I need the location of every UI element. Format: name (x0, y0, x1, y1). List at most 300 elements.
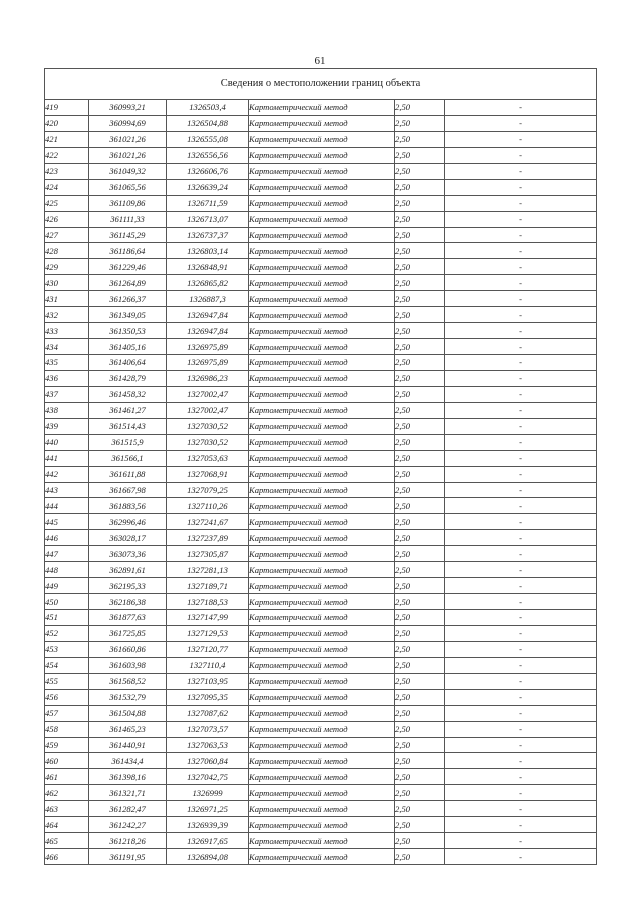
table-row (45, 705, 597, 721)
table-row (45, 115, 597, 131)
error-cell: 2,50 (395, 115, 445, 131)
table-row (45, 817, 597, 833)
table-row (45, 179, 597, 195)
y-coordinate-cell: 1326803,14 (167, 243, 249, 259)
table-row (45, 833, 597, 849)
method-cell: Картометрический метод (249, 721, 395, 737)
table-row (45, 578, 597, 594)
x-coordinate-cell: 361321,71 (89, 785, 167, 801)
table-row (45, 673, 597, 689)
point-number-cell: 423 (45, 163, 89, 179)
error-cell: 2,50 (395, 657, 445, 673)
method-cell: Картометрический метод (249, 849, 395, 865)
method-cell: Картометрический метод (249, 259, 395, 275)
method-cell: Картометрический метод (249, 466, 395, 482)
x-coordinate-cell: 361109,86 (89, 195, 167, 211)
method-cell: Картометрический метод (249, 211, 395, 227)
table-row (45, 195, 597, 211)
y-coordinate-cell: 1326887,3 (167, 291, 249, 307)
y-coordinate-cell: 1326848,91 (167, 259, 249, 275)
method-cell: Картометрический метод (249, 434, 395, 450)
method-cell: Картометрический метод (249, 370, 395, 386)
description-cell: - (445, 466, 597, 482)
error-cell: 2,50 (395, 355, 445, 371)
description-cell: - (445, 115, 597, 131)
description-cell: - (445, 562, 597, 578)
x-coordinate-cell: 361515,9 (89, 434, 167, 450)
table-row (45, 610, 597, 626)
table-row (45, 498, 597, 514)
error-cell: 2,50 (395, 147, 445, 163)
method-cell: Картометрический метод (249, 817, 395, 833)
x-coordinate-cell: 360994,69 (89, 115, 167, 131)
method-cell: Картометрический метод (249, 243, 395, 259)
y-coordinate-cell: 1327087,62 (167, 705, 249, 721)
x-coordinate-cell: 361458,32 (89, 386, 167, 402)
y-coordinate-cell: 1326737,37 (167, 227, 249, 243)
table-row (45, 211, 597, 227)
error-cell: 2,50 (395, 131, 445, 147)
error-cell: 2,50 (395, 163, 445, 179)
description-cell: - (445, 578, 597, 594)
method-cell: Картометрический метод (249, 657, 395, 673)
y-coordinate-cell: 1326975,89 (167, 339, 249, 355)
x-coordinate-cell: 361242,27 (89, 817, 167, 833)
x-coordinate-cell: 361611,88 (89, 466, 167, 482)
y-coordinate-cell: 1327060,84 (167, 753, 249, 769)
point-number-cell: 425 (45, 195, 89, 211)
method-cell: Картометрический метод (249, 386, 395, 402)
point-number-cell: 466 (45, 849, 89, 865)
method-cell: Картометрический метод (249, 498, 395, 514)
error-cell: 2,50 (395, 673, 445, 689)
x-coordinate-cell: 361514,43 (89, 418, 167, 434)
x-coordinate-cell: 362195,33 (89, 578, 167, 594)
y-coordinate-cell: 1327110,4 (167, 657, 249, 673)
point-number-cell: 454 (45, 657, 89, 673)
point-number-cell: 429 (45, 259, 89, 275)
point-number-cell: 420 (45, 115, 89, 131)
table-row (45, 147, 597, 163)
point-number-cell: 450 (45, 594, 89, 610)
description-cell: - (445, 211, 597, 227)
error-cell: 2,50 (395, 594, 445, 610)
y-coordinate-cell: 1327129,53 (167, 625, 249, 641)
point-number-cell: 446 (45, 530, 89, 546)
y-coordinate-cell: 1326711,59 (167, 195, 249, 211)
point-number-cell: 447 (45, 546, 89, 562)
y-coordinate-cell: 1326639,24 (167, 179, 249, 195)
method-cell: Картометрический метод (249, 737, 395, 753)
method-cell: Картометрический метод (249, 131, 395, 147)
point-number-cell: 430 (45, 275, 89, 291)
x-coordinate-cell: 361461,27 (89, 402, 167, 418)
x-coordinate-cell: 361145,29 (89, 227, 167, 243)
error-cell: 2,50 (395, 801, 445, 817)
description-cell: - (445, 641, 597, 657)
x-coordinate-cell: 361667,98 (89, 482, 167, 498)
x-coordinate-cell: 363073,36 (89, 546, 167, 562)
y-coordinate-cell: 1326971,25 (167, 801, 249, 817)
x-coordinate-cell: 361282,47 (89, 801, 167, 817)
y-coordinate-cell: 1327110,26 (167, 498, 249, 514)
point-number-cell: 452 (45, 625, 89, 641)
point-number-cell: 432 (45, 307, 89, 323)
y-coordinate-cell: 1327063,53 (167, 737, 249, 753)
point-number-cell: 426 (45, 211, 89, 227)
description-cell: - (445, 147, 597, 163)
method-cell: Картометрический метод (249, 275, 395, 291)
description-cell: - (445, 753, 597, 769)
y-coordinate-cell: 1327002,47 (167, 402, 249, 418)
point-number-cell: 455 (45, 673, 89, 689)
description-cell: - (445, 275, 597, 291)
x-coordinate-cell: 361111,33 (89, 211, 167, 227)
error-cell: 2,50 (395, 530, 445, 546)
method-cell: Картометрический метод (249, 753, 395, 769)
point-number-cell: 442 (45, 466, 89, 482)
error-cell: 2,50 (395, 339, 445, 355)
description-cell: - (445, 307, 597, 323)
x-coordinate-cell: 361349,05 (89, 307, 167, 323)
table-heading-row (45, 69, 597, 100)
point-number-cell: 428 (45, 243, 89, 259)
x-coordinate-cell: 361406,64 (89, 355, 167, 371)
error-cell: 2,50 (395, 291, 445, 307)
y-coordinate-cell: 1326894,08 (167, 849, 249, 865)
x-coordinate-cell: 361021,26 (89, 131, 167, 147)
point-number-cell: 459 (45, 737, 89, 753)
description-cell: - (445, 833, 597, 849)
table-row (45, 562, 597, 578)
point-number-cell: 437 (45, 386, 89, 402)
method-cell: Картометрический метод (249, 641, 395, 657)
error-cell: 2,50 (395, 100, 445, 116)
description-cell: - (445, 370, 597, 386)
error-cell: 2,50 (395, 785, 445, 801)
x-coordinate-cell: 361883,56 (89, 498, 167, 514)
error-cell: 2,50 (395, 753, 445, 769)
page-number: 61 (314, 55, 326, 67)
method-cell: Картометрический метод (249, 195, 395, 211)
y-coordinate-cell: 1327188,53 (167, 594, 249, 610)
method-cell: Картометрический метод (249, 705, 395, 721)
error-cell: 2,50 (395, 705, 445, 721)
error-cell: 2,50 (395, 466, 445, 482)
description-cell: - (445, 434, 597, 450)
point-number-cell: 448 (45, 562, 89, 578)
description-cell: - (445, 610, 597, 626)
error-cell: 2,50 (395, 737, 445, 753)
table-row (45, 482, 597, 498)
description-cell: - (445, 785, 597, 801)
y-coordinate-cell: 1326504,88 (167, 115, 249, 131)
table-row (45, 514, 597, 530)
table-row (45, 450, 597, 466)
point-number-cell: 449 (45, 578, 89, 594)
description-cell: - (445, 339, 597, 355)
x-coordinate-cell: 362186,38 (89, 594, 167, 610)
table-row (45, 466, 597, 482)
y-coordinate-cell: 1326999 (167, 785, 249, 801)
description-cell: - (445, 594, 597, 610)
point-number-cell: 463 (45, 801, 89, 817)
point-number-cell: 445 (45, 514, 89, 530)
point-number-cell: 419 (45, 100, 89, 116)
table-row (45, 275, 597, 291)
x-coordinate-cell: 361229,46 (89, 259, 167, 275)
table-row (45, 530, 597, 546)
point-number-cell: 464 (45, 817, 89, 833)
error-cell: 2,50 (395, 450, 445, 466)
method-cell: Картометрический метод (249, 339, 395, 355)
method-cell: Картометрический метод (249, 625, 395, 641)
y-coordinate-cell: 1327305,87 (167, 546, 249, 562)
description-cell: - (445, 817, 597, 833)
y-coordinate-cell: 1327002,47 (167, 386, 249, 402)
x-coordinate-cell: 361405,16 (89, 339, 167, 355)
y-coordinate-cell: 1327030,52 (167, 434, 249, 450)
description-cell: - (445, 482, 597, 498)
error-cell: 2,50 (395, 386, 445, 402)
table-row (45, 721, 597, 737)
table-row (45, 641, 597, 657)
method-cell: Картометрический метод (249, 163, 395, 179)
x-coordinate-cell: 361877,63 (89, 610, 167, 626)
description-cell: - (445, 705, 597, 721)
point-number-cell: 436 (45, 370, 89, 386)
point-number-cell: 456 (45, 689, 89, 705)
method-cell: Картометрический метод (249, 402, 395, 418)
method-cell: Картометрический метод (249, 450, 395, 466)
point-number-cell: 427 (45, 227, 89, 243)
point-number-cell: 440 (45, 434, 89, 450)
description-cell: - (445, 450, 597, 466)
y-coordinate-cell: 1327103,95 (167, 673, 249, 689)
description-cell: - (445, 546, 597, 562)
table-row (45, 737, 597, 753)
description-cell: - (445, 259, 597, 275)
error-cell: 2,50 (395, 275, 445, 291)
y-coordinate-cell: 1327079,25 (167, 482, 249, 498)
error-cell: 2,50 (395, 402, 445, 418)
description-cell: - (445, 291, 597, 307)
y-coordinate-cell: 1326947,84 (167, 307, 249, 323)
y-coordinate-cell: 1327237,89 (167, 530, 249, 546)
point-number-cell: 460 (45, 753, 89, 769)
table-row (45, 243, 597, 259)
y-coordinate-cell: 1327068,91 (167, 466, 249, 482)
description-cell: - (445, 243, 597, 259)
table-row (45, 801, 597, 817)
table-row (45, 418, 597, 434)
method-cell: Картометрический метод (249, 769, 395, 785)
x-coordinate-cell: 361398,16 (89, 769, 167, 785)
y-coordinate-cell: 1326975,89 (167, 355, 249, 371)
x-coordinate-cell: 361049,32 (89, 163, 167, 179)
method-cell: Картометрический метод (249, 833, 395, 849)
point-number-cell: 458 (45, 721, 89, 737)
point-number-cell: 453 (45, 641, 89, 657)
table-row (45, 849, 597, 865)
y-coordinate-cell: 1326556,56 (167, 147, 249, 163)
method-cell: Картометрический метод (249, 115, 395, 131)
x-coordinate-cell: 361266,37 (89, 291, 167, 307)
error-cell: 2,50 (395, 498, 445, 514)
x-coordinate-cell: 361660,86 (89, 641, 167, 657)
x-coordinate-cell: 360993,21 (89, 100, 167, 116)
description-cell: - (445, 323, 597, 339)
table-row (45, 689, 597, 705)
table-row (45, 657, 597, 673)
error-cell: 2,50 (395, 434, 445, 450)
method-cell: Картометрический метод (249, 673, 395, 689)
method-cell: Картометрический метод (249, 291, 395, 307)
table-row (45, 370, 597, 386)
y-coordinate-cell: 1326865,82 (167, 275, 249, 291)
x-coordinate-cell: 361191,95 (89, 849, 167, 865)
method-cell: Картометрический метод (249, 514, 395, 530)
error-cell: 2,50 (395, 849, 445, 865)
y-coordinate-cell: 1326947,84 (167, 323, 249, 339)
method-cell: Картометрический метод (249, 147, 395, 163)
table-row (45, 307, 597, 323)
x-coordinate-cell: 361566,1 (89, 450, 167, 466)
table-row (45, 323, 597, 339)
error-cell: 2,50 (395, 179, 445, 195)
error-cell: 2,50 (395, 370, 445, 386)
table-body (45, 100, 597, 865)
method-cell: Картометрический метод (249, 578, 395, 594)
point-number-cell: 421 (45, 131, 89, 147)
x-coordinate-cell: 361350,53 (89, 323, 167, 339)
x-coordinate-cell: 361434,4 (89, 753, 167, 769)
table-row (45, 355, 597, 371)
x-coordinate-cell: 361568,52 (89, 673, 167, 689)
boundary-coordinates-table (44, 68, 597, 865)
error-cell: 2,50 (395, 227, 445, 243)
y-coordinate-cell: 1327120,77 (167, 641, 249, 657)
error-cell: 2,50 (395, 625, 445, 641)
error-cell: 2,50 (395, 562, 445, 578)
error-cell: 2,50 (395, 546, 445, 562)
y-coordinate-cell: 1327189,71 (167, 578, 249, 594)
description-cell: - (445, 673, 597, 689)
description-cell: - (445, 355, 597, 371)
point-number-cell: 435 (45, 355, 89, 371)
error-cell: 2,50 (395, 689, 445, 705)
error-cell: 2,50 (395, 817, 445, 833)
error-cell: 2,50 (395, 259, 445, 275)
point-number-cell: 434 (45, 339, 89, 355)
error-cell: 2,50 (395, 243, 445, 259)
description-cell: - (445, 195, 597, 211)
description-cell: - (445, 801, 597, 817)
y-coordinate-cell: 1327281,13 (167, 562, 249, 578)
error-cell: 2,50 (395, 833, 445, 849)
table-row (45, 339, 597, 355)
point-number-cell: 451 (45, 610, 89, 626)
description-cell: - (445, 737, 597, 753)
description-cell: - (445, 689, 597, 705)
point-number-cell: 443 (45, 482, 89, 498)
method-cell: Картометрический метод (249, 100, 395, 116)
error-cell: 2,50 (395, 610, 445, 626)
method-cell: Картометрический метод (249, 355, 395, 371)
description-cell: - (445, 402, 597, 418)
error-cell: 2,50 (395, 307, 445, 323)
method-cell: Картометрический метод (249, 227, 395, 243)
table-row (45, 753, 597, 769)
method-cell: Картометрический метод (249, 610, 395, 626)
x-coordinate-cell: 361465,23 (89, 721, 167, 737)
x-coordinate-cell: 361504,88 (89, 705, 167, 721)
error-cell: 2,50 (395, 482, 445, 498)
y-coordinate-cell: 1327073,57 (167, 721, 249, 737)
x-coordinate-cell: 361218,26 (89, 833, 167, 849)
x-coordinate-cell: 361186,64 (89, 243, 167, 259)
point-number-cell: 433 (45, 323, 89, 339)
method-cell: Картометрический метод (249, 801, 395, 817)
description-cell: - (445, 721, 597, 737)
x-coordinate-cell: 362891,61 (89, 562, 167, 578)
point-number-cell: 438 (45, 402, 89, 418)
method-cell: Картометрический метод (249, 562, 395, 578)
table-row (45, 100, 597, 116)
error-cell: 2,50 (395, 641, 445, 657)
x-coordinate-cell: 361603,98 (89, 657, 167, 673)
point-number-cell: 422 (45, 147, 89, 163)
method-cell: Картометрический метод (249, 594, 395, 610)
description-cell: - (445, 418, 597, 434)
method-cell: Картометрический метод (249, 546, 395, 562)
description-cell: - (445, 625, 597, 641)
description-cell: - (445, 769, 597, 785)
x-coordinate-cell: 361021,26 (89, 147, 167, 163)
y-coordinate-cell: 1326503,4 (167, 100, 249, 116)
error-cell: 2,50 (395, 514, 445, 530)
x-coordinate-cell: 361532,79 (89, 689, 167, 705)
y-coordinate-cell: 1326917,65 (167, 833, 249, 849)
error-cell: 2,50 (395, 211, 445, 227)
table-row (45, 402, 597, 418)
table-row (45, 227, 597, 243)
table-row (45, 386, 597, 402)
y-coordinate-cell: 1327042,75 (167, 769, 249, 785)
method-cell: Картометрический метод (249, 530, 395, 546)
error-cell: 2,50 (395, 418, 445, 434)
x-coordinate-cell: 361725,85 (89, 625, 167, 641)
table-row (45, 163, 597, 179)
point-number-cell: 441 (45, 450, 89, 466)
error-cell: 2,50 (395, 721, 445, 737)
point-number-cell: 465 (45, 833, 89, 849)
table-row (45, 594, 597, 610)
method-cell: Картометрический метод (249, 307, 395, 323)
description-cell: - (445, 227, 597, 243)
method-cell: Картометрический метод (249, 418, 395, 434)
y-coordinate-cell: 1327095,35 (167, 689, 249, 705)
point-number-cell: 457 (45, 705, 89, 721)
description-cell: - (445, 530, 597, 546)
table-row (45, 131, 597, 147)
y-coordinate-cell: 1327147,99 (167, 610, 249, 626)
point-number-cell: 424 (45, 179, 89, 195)
y-coordinate-cell: 1327053,63 (167, 450, 249, 466)
table-row (45, 546, 597, 562)
error-cell: 2,50 (395, 769, 445, 785)
description-cell: - (445, 386, 597, 402)
